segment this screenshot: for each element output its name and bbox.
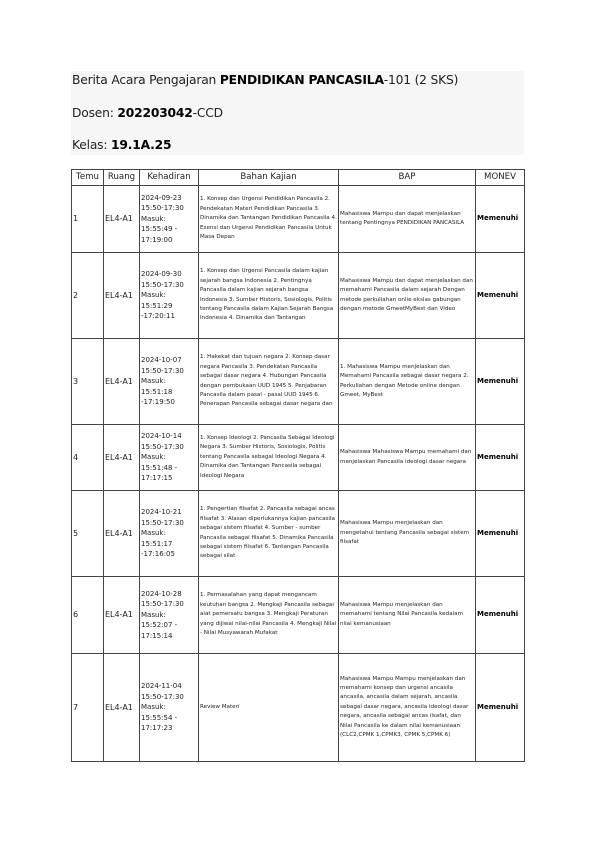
- cell-kehadiran: 2024-09-23 15:50-17:30 Masuk: 15:55:49 - 17:19:00: [140, 186, 199, 253]
- col-header-kehadiran: Kehadiran: [140, 170, 199, 186]
- cell-bahan-kajian: 1. Konsep dan Urgensi Pancasila dalam kajian sejarah bangsa Indonesia 2. Pentingnya Pancasila dalam kajian sejarah bangsa Indonesia 3. Sumber Historis, Sosiologis, Politis tentang Pancasila dalam Kajian Sejarah Bangsa Indonesia 4. Dinamika dan Tantangan: [199, 253, 339, 339]
- col-header-ruang: Ruang: [104, 170, 140, 186]
- cell-kehadiran: 2024-10-28 15:50-17:30 Masuk: 15:52:07 - 17:15:14: [140, 577, 199, 654]
- table-header-row: [72, 170, 525, 186]
- cell-bap: Mahasiswa Mampu menjelaskan dan mengetahui tentang Pancasila sebagai sistem filsafat: [339, 491, 476, 577]
- table-row: [72, 425, 525, 491]
- col-header-monev: MONEV: [476, 170, 525, 186]
- col-header-bap: BAP: [339, 170, 476, 186]
- cell-bahan-kajian: 1. Hakekat dan tujuan negara 2. Konsep dasar negara Pancasila 3. Pendekatan Pancasila sebagai dasar negara 4. Hubungan Pancasila dengan pembukaan UUD 1945 5. Penjabaran Pancasila dalam pasal - pasal UUD 1945 6. Penerapan Pancasila sebagai dasar negara dan: [199, 339, 339, 425]
- cell-kehadiran: 2024-10-14 15:50-17:30 Masuk: 15:51:48 - 17:17:15: [140, 425, 199, 491]
- cell-ruang: EL4-A1: [104, 339, 140, 425]
- course-name: PENDIDIKAN PANCASILA: [219, 73, 384, 87]
- cell-bap: 1. Mahasiswa Mampu menjelaskan dan Memahami Pancasila sebagai dasar negara 2. Perkuliahan dengan Metode online dengan Gmeet, MyBest: [339, 339, 476, 425]
- cell-temu: 4: [72, 425, 104, 491]
- cell-bap: Mahasiswa Mampu Mampu menjelaskan dan memahami konsep dan urgensi ancasila ancasila, ancasila dalam sejarah, ancasila sebagai dasar negara, ancasila ideologi dasar negara, ancasila sebagai ancas ilsafat, dan Nilai Pancasila ke dalam nilai kemanusiaan (CLC2,CPMK 1,CPMK3, CPMK 5,CPMK 6): [339, 654, 476, 762]
- attendance-table: [71, 169, 525, 762]
- title-prefix: Berita Acara Pengajaran: [72, 73, 220, 87]
- cell-bap: Mahasiswa Mahasiswa Mampu memahami dan menjelaskan Pancasila ideologi dasar negara: [339, 425, 476, 491]
- table-row: [72, 577, 525, 654]
- cell-ruang: EL4-A1: [104, 577, 140, 654]
- lecturer-label: Dosen:: [72, 106, 118, 120]
- cell-bahan-kajian: 1. Pengertian filsafat 2. Pancasila sebagai ancas filsafat 3. Alasan diperlukannya kajian pancasila sebagai sistem filsafat 4. Sumber - sumber Pancasila sebagai filsafat 5. Dinamika Pancasila sebagai sistem filsafat 6. Tantangan Pancasila sebagai silat: [199, 491, 339, 577]
- lecturer-suffix: -CCD: [192, 106, 223, 120]
- cell-monev: Memenuhi: [476, 339, 525, 425]
- cell-bap: Mahasiswa Mampu dan dapat menjelaskan tentang Pentingnya PENDIDIKAN PANCASILA: [339, 186, 476, 253]
- course-code: -101 (2 SKS): [383, 73, 459, 87]
- cell-kehadiran: 2024-10-07 15:50-17:30 Masuk: 15:51:18 -17:19:50: [140, 339, 199, 425]
- cell-monev: Memenuhi: [476, 654, 525, 762]
- table-row: [72, 253, 525, 339]
- cell-temu: 1: [72, 186, 104, 253]
- cell-monev: Memenuhi: [476, 253, 525, 339]
- cell-ruang: EL4-A1: [104, 253, 140, 339]
- table-row: [72, 491, 525, 577]
- cell-temu: 3: [72, 339, 104, 425]
- class-line: [72, 138, 171, 152]
- cell-monev: Memenuhi: [476, 186, 525, 253]
- cell-ruang: EL4-A1: [104, 491, 140, 577]
- course-title-line: [72, 73, 458, 87]
- table-row: [72, 339, 525, 425]
- lecturer-id: 202203042: [117, 106, 193, 120]
- cell-ruang: EL4-A1: [104, 186, 140, 253]
- cell-bap: Mahasiswa Mampu menjelaskan dan memahami tentang Nilai Pancasila kedalam nilai kemanusiaan: [339, 577, 476, 654]
- cell-kehadiran: 2024-11-04 15:50-17:30 Masuk: 15:55:54 - 17:17:23: [140, 654, 199, 762]
- class-value: 19.1A.25: [111, 138, 172, 152]
- cell-monev: Memenuhi: [476, 577, 525, 654]
- cell-temu: 6: [72, 577, 104, 654]
- cell-bahan-kajian: Review Materi: [199, 654, 339, 762]
- cell-kehadiran: 2024-10-21 15:50-17:30 Masuk: 15:51:17 -17:16:05: [140, 491, 199, 577]
- table-row: [72, 654, 525, 762]
- cell-temu: 7: [72, 654, 104, 762]
- col-header-bahan-kajian: Bahan Kajian: [199, 170, 339, 186]
- cell-bahan-kajian: 1. Permasalahan yang dapat mengancam keutuhan bangsa 2. Mengkaji Pancasila sebagai alat pemersatu bangsa 3. Mengkaji Peraturan yang dijiwai nilai-nilai Pancasila 4. Mengkaji Nilai - Nilai Musyawarah Mufakat: [199, 577, 339, 654]
- cell-bahan-kajian: 1. Konsep Ideologi 2. Pancasila Sebagai Ideologi Negara 3. Sumber Historis, Sosiologis, Politis tentang Pancasila sebagai Ideologi Negara 4. Dinamika dan Tantangan Pancasila sebagai Ideologi Negara: [199, 425, 339, 491]
- cell-monev: Memenuhi: [476, 425, 525, 491]
- cell-ruang: EL4-A1: [104, 654, 140, 762]
- class-label: Kelas:: [72, 138, 112, 152]
- cell-bahan-kajian: 1. Konsep dan Urgensi Pendidikan Pancasila 2. Pendekatan Materi Pendidikan Pancasila 3. Dinamika dan Tantangan Pendidikan Pancasila 4. Esensi dan Urgensi Pendidikan Pancasila Untuk Masa Depan: [199, 186, 339, 253]
- cell-monev: Memenuhi: [476, 491, 525, 577]
- cell-ruang: EL4-A1: [104, 425, 140, 491]
- cell-kehadiran: 2024-09-30 15:50-17:30 Masuk: 15:51:29 -17:20:11: [140, 253, 199, 339]
- cell-temu: 2: [72, 253, 104, 339]
- table-row: [72, 186, 525, 253]
- cell-bap: Mahasiswa Mampu dan dapat menjelaskan dan memahami Pancasila dalam sejarah Dengan metode perkuliahan onlie ekslas gabungan dengan metode GmeetMyBest dan Video: [339, 253, 476, 339]
- cell-temu: 5: [72, 491, 104, 577]
- col-header-temu: Temu: [72, 170, 104, 186]
- lecturer-line: [72, 106, 223, 120]
